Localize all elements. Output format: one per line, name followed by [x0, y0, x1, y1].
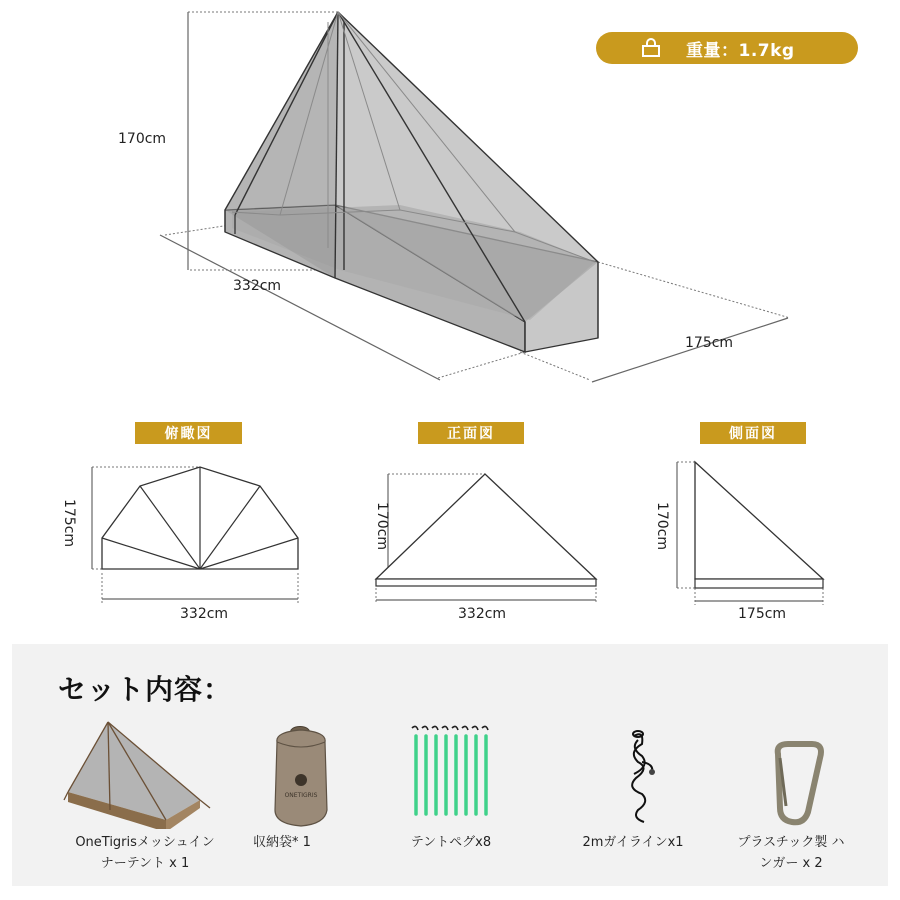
contents-item-label: OneTigrisメッシュイン ナーテント x 1	[75, 835, 215, 871]
side-view-width-label: 175cm	[738, 606, 787, 622]
contents-item-label: プラスチック製 ハ ンガー x 2	[737, 835, 845, 871]
contents-item-label: 収納袋* 1	[253, 835, 311, 850]
side-view-drawing	[665, 455, 865, 625]
guyline-icon	[558, 714, 728, 829]
front-view-side-label: 170cm	[374, 501, 391, 551]
side-view-side-label: 170cm	[654, 501, 671, 551]
length-dimension-label: 332cm	[233, 278, 282, 294]
contents-item-label: テントペグx8	[410, 835, 492, 850]
top-view-drawing	[60, 455, 320, 625]
contents-item-label: 2mガイラインx1	[582, 835, 684, 850]
stuff-sack-icon	[217, 714, 387, 829]
contents-item-carabiner	[716, 714, 886, 874]
side-view-title: 側面図	[700, 422, 806, 444]
sack-brand-mark: ONETIGRIS	[284, 792, 318, 799]
front-view-title: 正面図	[418, 422, 524, 444]
top-view-width-label: 332cm	[180, 606, 229, 622]
inner-tent-icon	[60, 714, 230, 829]
carabiner-icon	[716, 714, 886, 829]
depth-dimension-label: 175cm	[685, 335, 734, 351]
contents-title: セット内容：	[58, 673, 233, 706]
top-view-side-label: 175cm	[61, 498, 78, 548]
weight-text: 重量：1.7kg	[686, 40, 795, 61]
tent-pegs-icon	[386, 714, 556, 829]
package-contents-panel	[12, 644, 888, 886]
contents-item-stuff-sack	[217, 714, 387, 874]
contents-item-tent-pegs	[386, 714, 556, 874]
top-view-title: 俯瞰図	[135, 422, 242, 444]
bag-icon	[640, 37, 662, 59]
contents-item-guyline	[558, 714, 728, 874]
height-dimension-label: 170cm	[118, 131, 167, 147]
weight-badge	[596, 32, 858, 64]
front-view-width-label: 332cm	[458, 606, 507, 622]
